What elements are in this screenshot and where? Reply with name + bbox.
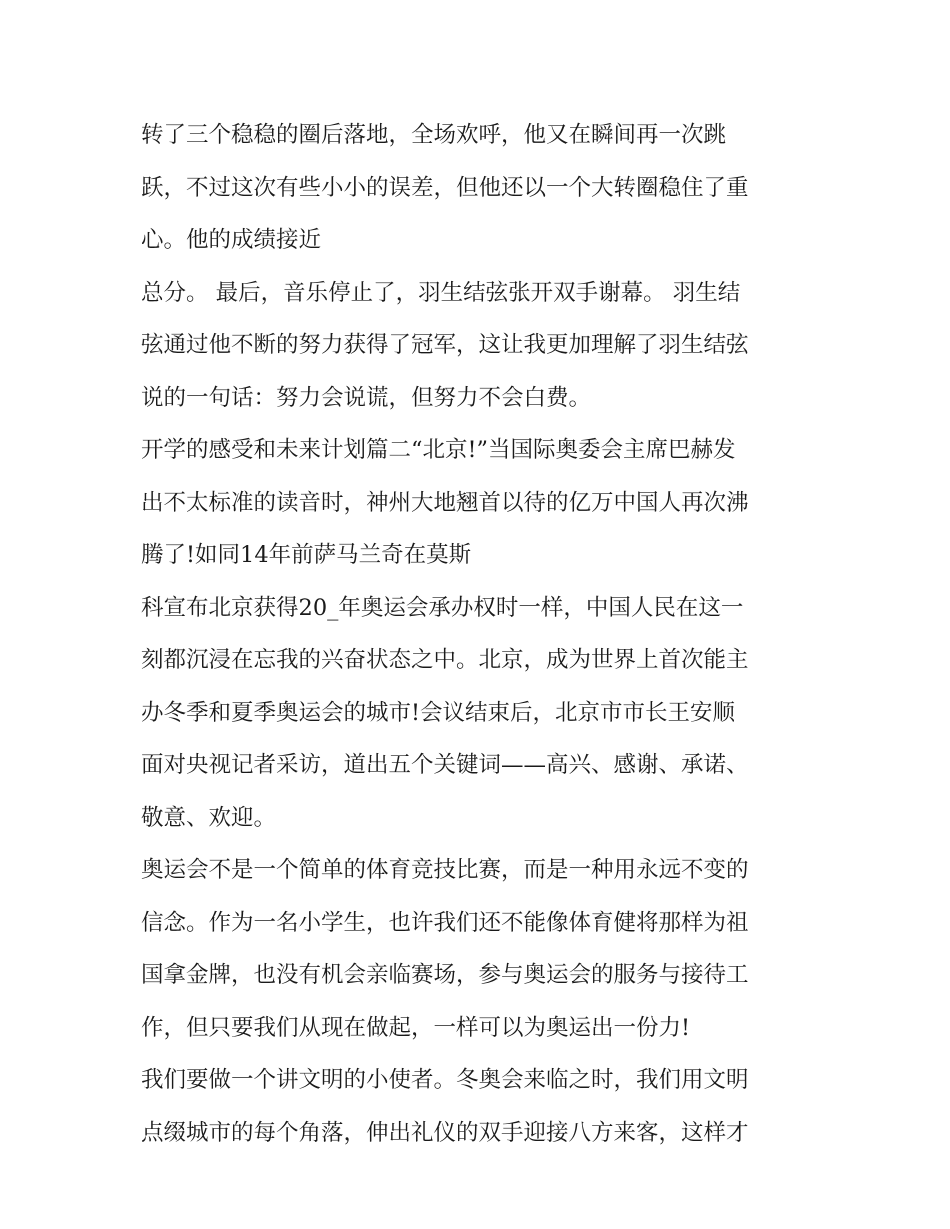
text-line: 奥运会不是一个简单的体育竞技比赛，而是一种用永远不变的 <box>141 857 749 883</box>
text-line: 我们要做一个讲文明的小使者。冬奥会来临之时，我们用文明 <box>141 1067 749 1093</box>
text-line: 敬意、欢迎。 <box>141 804 277 831</box>
text-line: 出不太标准的读音时，神州大地翘首以待的亿万中国人再次沸 <box>141 489 749 516</box>
text-line: 信念。作为一名小学生，也许我们还不能像体育健将那样为祖 <box>141 909 749 936</box>
text-line: 科宣布北京获得20_年奥运会承办权时一样，中国人民在这一 <box>141 594 744 621</box>
text-line: 腾了!如同14年前萨马兰奇在莫斯 <box>141 542 472 568</box>
text-line: 点缀城市的每个角落，伸出礼仪的双手迎接八方来客，这样才 <box>141 1119 749 1146</box>
text-line: 总分。 最后，音乐停止了，羽生结弦张开双手谢幕。 羽生结 <box>141 279 741 306</box>
text-line: 作，但只要我们从现在做起，一样可以为奥运出一份力! <box>141 1014 691 1041</box>
text-line: 心。他的成绩接近 <box>141 227 322 253</box>
text-line: 刻都沉浸在忘我的兴奋状态之中。北京，成为世界上首次能主 <box>141 647 749 673</box>
text-line: 转了三个稳稳的圈后落地，全场欢呼，他又在瞬间再一次跳 <box>141 122 727 148</box>
text-line: 弦通过他不断的努力获得了冠军，这让我更加理解了羽生结弦 <box>141 332 749 358</box>
text-line: 跃，不过这次有些小小的误差，但他还以一个大转圈稳住了重 <box>141 174 749 201</box>
document-body <box>141 109 813 1159</box>
text-line: 办冬季和夏季奥运会的城市!会议结束后，北京市市长王安顺 <box>141 699 736 726</box>
text-line: 说的一句话：努力会说谎，但努力不会白费。 <box>141 384 592 411</box>
text-line: 面对央视记者采访，道出五个关键词——高兴、感谢、承诺、 <box>141 752 749 778</box>
text-line: 国拿金牌，也没有机会亲临赛场，参与奥运会的服务与接待工 <box>141 962 749 988</box>
text-line: 开学的感受和未来计划篇二“北京!”当国际奥委会主席巴赫发 <box>141 437 736 463</box>
